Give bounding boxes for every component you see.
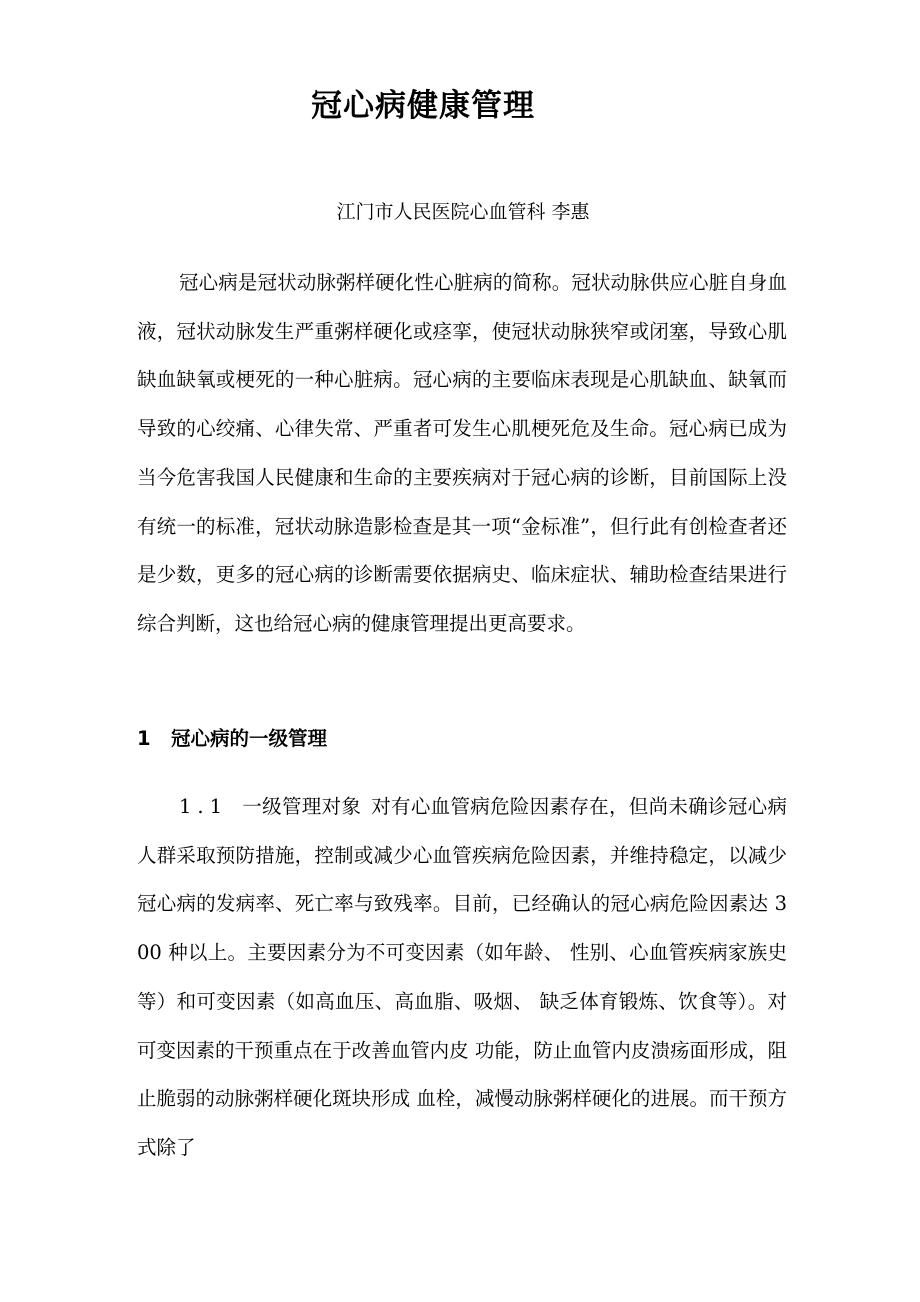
document-title: 冠心病健康管理	[311, 88, 535, 124]
subsection-text: 对有心血管病危险因素存在，但尚未确诊冠心病人群采取预防措施，控制或减少心血管疾病危险因素，并维持稳定，以减少冠心病的发病率、死亡率与致残率。目前，已经确认的冠心病危险因素达 300 种以上。主要因素分为不可变因素（如年龄、 性别、心血管疾病家族史等）和可变因素（如高血压、高血脂、吸烟、 缺乏体育锻炼、饮食等）。对可变因素的干预重点在于改善血管内皮 功能，防止血管内皮溃疡面形成，阻止脆弱的动脉粥样硬化斑块形成 血栓，减慢动脉粥样硬化的进展。而干预方式除了	[137, 795, 787, 1159]
subsection-number: 1.1	[179, 795, 229, 818]
section-number: 1	[137, 727, 151, 750]
section-heading	[137, 721, 327, 757]
author-line: 江门市人民医院心血管科 李惠	[336, 201, 590, 223]
subsection-paragraph	[137, 783, 787, 1283]
section-title: 冠心病的一级管理	[171, 727, 328, 750]
intro-paragraph: 冠心病是冠状动脉粥样硬化性心脏病的简称。冠状动脉供应心脏自身血液，冠状动脉发生严重粥样硬化或痉挛，使冠状动脉狭窄或闭塞，导致心肌缺血缺氧或梗死的一种心脏病。冠心病的主要临床表现是心肌缺血、缺氧而导致的心绞痛、心律失常、严重者可发生心肌梗死危及生命。冠心病已成为当今危害我国人民健康和生命的主要疾病对于冠心病的诊断，目前国际上没有统一的标准，冠状动脉造影检查是其一项“金标准”，但行此有创检查者还是少数，更多的冠心病的诊断需要依据病史、临床症状、辅助检查结果进行综合判断，这也给冠心病的健康管理提出更高要求。	[137, 271, 787, 635]
subsection-label: 一级管理对象	[242, 795, 362, 818]
